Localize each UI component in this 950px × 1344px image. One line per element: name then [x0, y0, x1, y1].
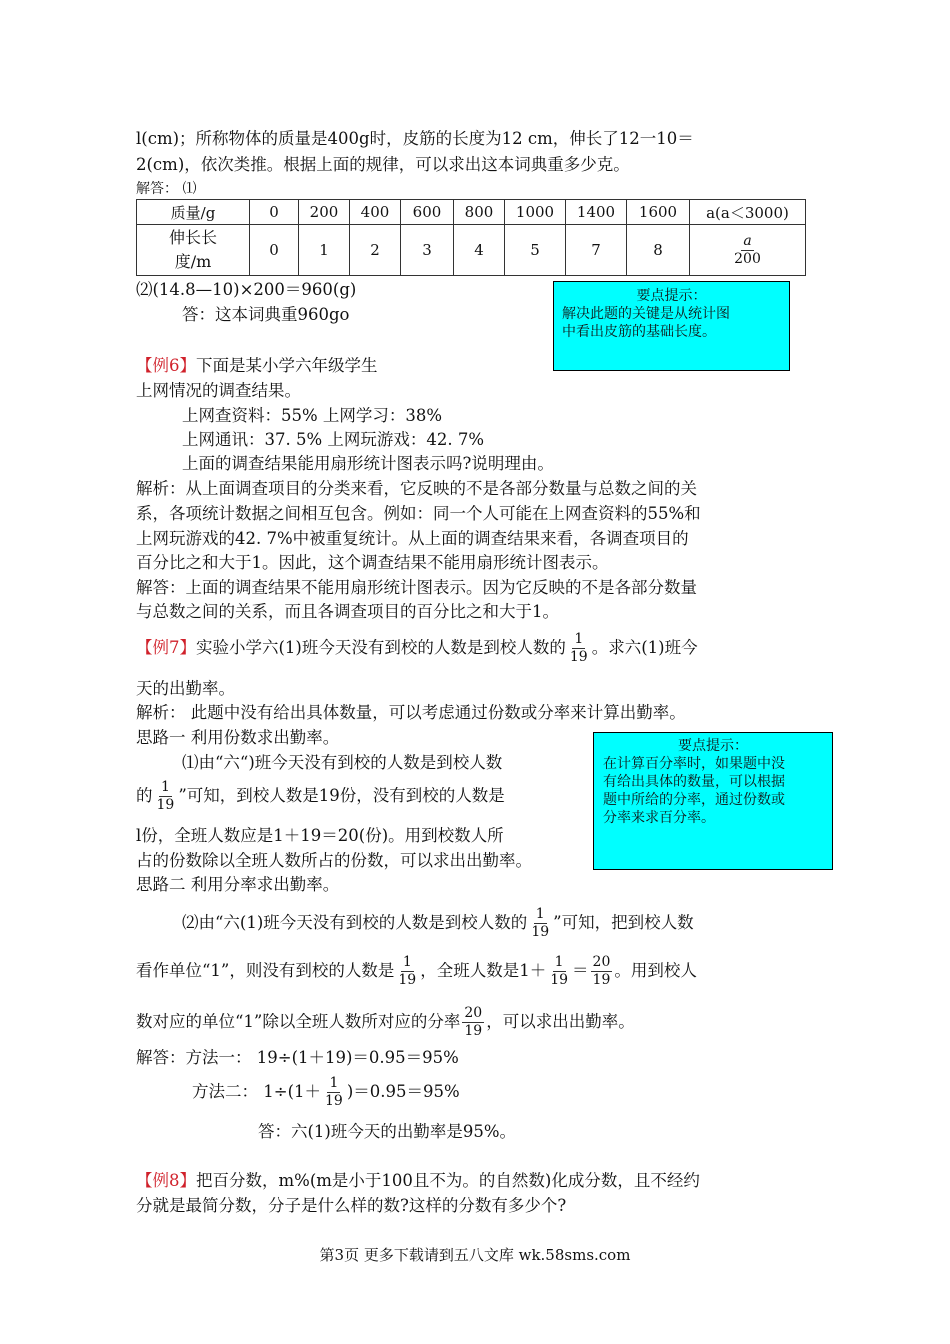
table-row [137, 200, 806, 225]
mass-length-table [136, 199, 806, 276]
page-footer: 第3页 更多下载请到五八文库 wk.58sms.com [319, 1246, 631, 1264]
example-7-heading: 【例7】实验小学六(1)班今天没有到校的人数是到校人数的 $\frac{1}{19}$ 。求六(1)班今 [136, 631, 698, 665]
table-cell: 8 [627, 225, 690, 276]
text-line: 思路一 利用份数求出勤率。 [136, 728, 340, 747]
fraction: $\frac{1}{19}$ [398, 954, 417, 988]
fraction: $\frac{20}{19}$ [464, 1005, 483, 1039]
answer-label: 解答： ⑴ [136, 181, 197, 197]
table-cell: 质量/g [137, 200, 250, 225]
text-line: 解答：上面的调查结果不能用扇形统计图表示。因为它反映的不是各部分数量 [136, 578, 697, 597]
text-line: 解析：从上面调查项目的分类来看，它反映的不是各部分数量与总数之间的关 [136, 479, 697, 498]
table-cell: 1400 [566, 200, 627, 225]
table-cell: 600 [401, 200, 454, 225]
table-cell: 2 [350, 225, 401, 276]
tip-text: 在计算百分率时，如果题中没 [603, 756, 785, 772]
text-line: ⑴由“六“)班今天没有到校的人数是到校人数 [182, 753, 503, 772]
text-line: 解析： 此题中没有给出具体数量，可以考虑通过份数或分率来计算出勤率。 [136, 703, 686, 722]
text-line: 答：六(1)班今天的出勤率是95%。 [258, 1122, 517, 1141]
text-line: 看作单位“1”，则没有到校的人数是 $\frac{1}{19}$ ，全班人数是1＋ $\frac{1}{19}$ ＝ $\frac{20}{19}$ 。用到校人 [136, 954, 697, 988]
text-line: 思路二 利用分率求出勤率。 [136, 875, 340, 894]
tip-text: 分率来求百分率。 [603, 810, 715, 826]
text-line: 百分比之和大于1。因此，这个调查结果不能用扇形统计图表示。 [136, 553, 609, 572]
fraction: $\frac{1}{19}$ [569, 631, 588, 665]
table-row [137, 225, 806, 276]
table-cell: 800 [454, 200, 505, 225]
table-cell: 5 [505, 225, 566, 276]
text-line: 上网情况的调查结果。 [136, 381, 301, 400]
fraction: $\frac{20}{19}$ [592, 954, 611, 988]
fraction: $\frac{1}{19}$ [325, 1075, 343, 1109]
table-cell: 7 [566, 225, 627, 276]
tip-title: 要点提示： [678, 738, 748, 754]
table-cell [690, 225, 806, 276]
text-line: 的 $\frac{1}{19}$ ”可知，到校人数是19份，没有到校的人数是 [136, 779, 505, 813]
text-line: 与总数之间的关系，而且各调查项目的百分比之和大于1。 [136, 602, 559, 621]
table-cell: a(a＜3000) [690, 200, 806, 225]
row-label-a: 伸长长 [168, 228, 217, 247]
text-line: ⑵由“六(1)班今天没有到校的人数是到校人数的 $\frac{1}{19}$ ”可知，把到校人数 [182, 906, 694, 940]
text-line: 上面的调查结果能用扇形统计图表示吗?说明理由。 [182, 454, 554, 473]
tip-box [593, 732, 833, 870]
text-line: 天的出勤率。 [136, 679, 235, 698]
text-line: 答：这本词典重960go [182, 305, 350, 324]
text-line: 方法二： 1÷(1＋ $\frac{1}{19}$ )＝0.95＝95% [192, 1075, 460, 1109]
text-line: 上网玩游戏的42. 7%中被重复统计。从上面的调查结果来看，各调查项目的 [136, 529, 689, 548]
text-line: 占的份数除以全班人数所占的份数，可以求出出勤率。 [136, 851, 532, 870]
table-cell: 1 [299, 225, 350, 276]
example-6-heading: 【例6】下面是某小学六年级学生 [136, 356, 378, 375]
table-cell: 3 [401, 225, 454, 276]
table-cell: 4 [454, 225, 505, 276]
text-line: 解答：方法一： 19÷(1＋19)＝0.95＝95% [136, 1048, 459, 1067]
tip-text: 题中所给的分率，通过份数或 [603, 792, 785, 808]
table-cell: 0 [250, 200, 299, 225]
text-line: 分就是最简分数，分子是什么样的数?这样的分数有多少个? [136, 1196, 567, 1215]
text-line: 上网通讯：37. 5% 上网玩游戏：42. 7% [182, 430, 485, 449]
table-cell [137, 225, 250, 276]
text-line: l(cm)；所称物体的质量是400g时，皮筋的长度为12 cm，伸长了12一10＝ [136, 129, 694, 148]
table-cell: 1600 [627, 200, 690, 225]
text-line: 上网查资料：55% 上网学习：38% [182, 406, 443, 425]
text-line: l份，全班人数应是1＋19＝20(份)。用到校数人所 [136, 826, 504, 845]
row-label-b: 度/m [174, 252, 212, 271]
fraction: $\frac{1}{19}$ [156, 779, 175, 813]
fraction: $\frac{1}{19}$ [531, 906, 550, 940]
text-line: 数对应的单位“1”除以全班人数所对应的分率 $\frac{20}{19}$ ，可以求出出勤率。 [136, 1005, 635, 1039]
table-cell: 400 [350, 200, 401, 225]
tip-box [553, 281, 790, 371]
tip-text: 中看出皮筋的基础长度。 [562, 324, 716, 340]
tip-title: 要点提示： [636, 288, 707, 304]
tip-text: 解决此题的关键是从统计图 [562, 306, 730, 322]
text-line: 系，各项统计数据之间相互包含。例如：同一个人可能在上网查资料的55%和 [136, 504, 701, 523]
example-8-heading: 【例8】把百分数，m%(m是小于100且不为。的自然数)化成分数，且不经约 [136, 1171, 700, 1190]
fraction: $\frac{1}{19}$ [550, 954, 569, 988]
fraction: $\frac{a}{200}$ [734, 232, 761, 267]
table-cell: 1000 [505, 200, 566, 225]
table-cell: 200 [299, 200, 350, 225]
tip-text: 有给出具体的数量，可以根据 [603, 774, 785, 790]
text-line: ⑵(14.8—10)×200＝960(g) [136, 280, 357, 299]
table-cell: 0 [250, 225, 299, 276]
text-line: 2(cm)，依次类推。根据上面的规律，可以求出这本词典重多少克。 [136, 155, 630, 174]
